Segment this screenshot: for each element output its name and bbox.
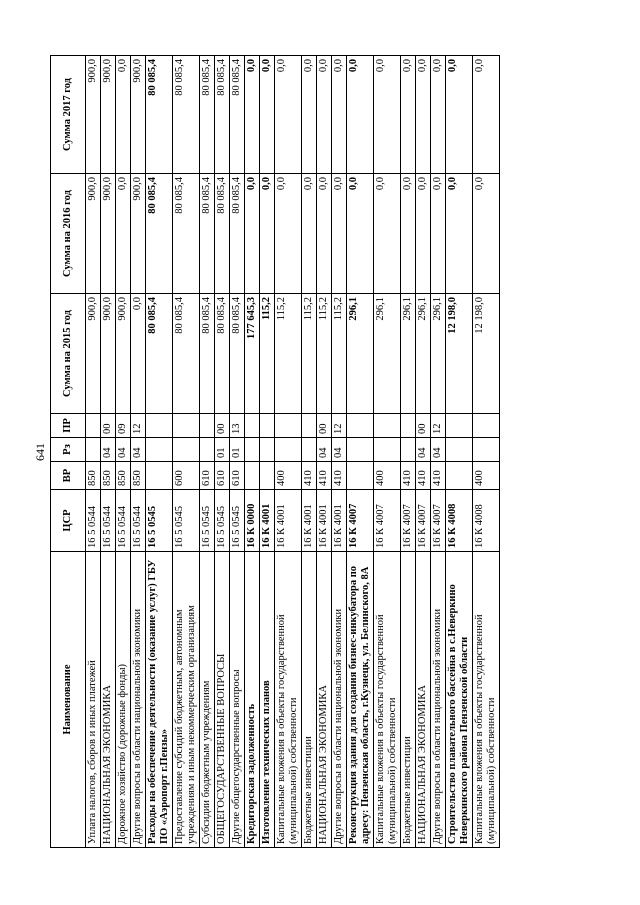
cell-rz: 04 (416, 438, 431, 462)
cell-csr: 16 5 0544 (131, 490, 146, 552)
cell-2015: 900,0 (86, 294, 101, 414)
cell-csr: 16 К 4001 (302, 490, 317, 552)
cell-pr: 00 (317, 414, 332, 438)
header-rz: Рз (51, 438, 86, 462)
cell-pr (86, 414, 101, 438)
header-2015: Сумма на 2015 год (51, 294, 86, 414)
cell-2016: 0,0 (347, 174, 374, 294)
cell-name: Дорожное хозяйство (дорожные фонды) (116, 552, 131, 848)
cell-csr: 16 К 0000 (245, 490, 260, 552)
table-row (230, 56, 245, 848)
cell-vr: 400 (275, 462, 302, 490)
cell-vr (146, 462, 173, 490)
cell-rz: 01 (215, 438, 230, 462)
cell-2016: 900,0 (101, 174, 116, 294)
cell-rz (173, 438, 200, 462)
cell-2015: 296,1 (431, 294, 446, 414)
cell-2017: 0,0 (431, 56, 446, 174)
cell-pr (200, 414, 215, 438)
cell-2017: 0,0 (446, 56, 473, 174)
cell-2015: 900,0 (101, 294, 116, 414)
cell-name: Кредиторская задолженность (245, 552, 260, 848)
cell-rz: 04 (116, 438, 131, 462)
cell-vr: 610 (230, 462, 245, 490)
cell-csr: 16 К 4001 (260, 490, 275, 552)
cell-2016: 0,0 (275, 174, 302, 294)
cell-csr: 16 5 0545 (146, 490, 173, 552)
cell-rz: 04 (131, 438, 146, 462)
cell-pr: 00 (215, 414, 230, 438)
cell-pr (146, 414, 173, 438)
cell-2016: 0,0 (302, 174, 317, 294)
header-vr: ВР (51, 462, 86, 490)
cell-2016: 80 085,4 (230, 174, 245, 294)
cell-csr: 16 5 0545 (200, 490, 215, 552)
cell-pr (446, 414, 473, 438)
cell-2015: 177 645,3 (245, 294, 260, 414)
cell-rz (275, 438, 302, 462)
cell-csr: 16 К 4008 (473, 490, 500, 552)
cell-2017: 900,0 (86, 56, 101, 174)
cell-pr (473, 414, 500, 438)
cell-2015: 80 085,4 (215, 294, 230, 414)
table-row (116, 56, 131, 848)
cell-2016: 900,0 (86, 174, 101, 294)
cell-2016: 0,0 (473, 174, 500, 294)
cell-2016: 80 085,4 (215, 174, 230, 294)
cell-2016: 0,0 (245, 174, 260, 294)
cell-name: Реконструкция здания для создания бизнес-инкубатора по адресу: Пензенская область, г.Кузнецк, ул. Белинского, 8А (347, 552, 374, 848)
cell-name: Капитальные вложения в объекты государственной (муниципальной) собственности (275, 552, 302, 848)
cell-name: Изготовление технических планов (260, 552, 275, 848)
header-pr: ПР (51, 414, 86, 438)
cell-2017: 900,0 (101, 56, 116, 174)
cell-pr (374, 414, 401, 438)
cell-2016: 80 085,4 (146, 174, 173, 294)
cell-pr (347, 414, 374, 438)
table-row (401, 56, 416, 848)
cell-rz (473, 438, 500, 462)
cell-vr: 610 (215, 462, 230, 490)
cell-2017: 0,0 (302, 56, 317, 174)
cell-csr: 16 5 0544 (101, 490, 116, 552)
cell-pr (302, 414, 317, 438)
cell-csr: 16 5 0545 (215, 490, 230, 552)
cell-2015: 80 085,4 (230, 294, 245, 414)
cell-name: Строительство плавательного бассейна в с.Неверкино Неверкинского района Пензенской области (446, 552, 473, 848)
cell-vr: 410 (332, 462, 347, 490)
header-csr: ЦСР (51, 490, 86, 552)
cell-rz: 04 (101, 438, 116, 462)
cell-rz (86, 438, 101, 462)
cell-2017: 0,0 (401, 56, 416, 174)
cell-vr: 410 (416, 462, 431, 490)
cell-2016: 0,0 (401, 174, 416, 294)
table-row (302, 56, 317, 848)
cell-2017: 0,0 (245, 56, 260, 174)
cell-vr: 410 (317, 462, 332, 490)
cell-2015: 115,2 (332, 294, 347, 414)
cell-2015: 115,2 (317, 294, 332, 414)
cell-2016: 0,0 (446, 174, 473, 294)
cell-rz: 04 (431, 438, 446, 462)
table-row (332, 56, 347, 848)
cell-2017: 80 085,4 (215, 56, 230, 174)
cell-rz: 01 (230, 438, 245, 462)
cell-2016: 900,0 (131, 174, 146, 294)
cell-rz (374, 438, 401, 462)
cell-vr: 850 (101, 462, 116, 490)
header-2017: Сумма 2017 год (51, 56, 86, 174)
table-row (431, 56, 446, 848)
cell-csr: 16 К 4001 (332, 490, 347, 552)
cell-2017: 0,0 (275, 56, 302, 174)
cell-2017: 80 085,4 (173, 56, 200, 174)
cell-rz (200, 438, 215, 462)
cell-2017: 0,0 (332, 56, 347, 174)
table-row (131, 56, 146, 848)
cell-2016: 0,0 (260, 174, 275, 294)
table-body (86, 56, 500, 848)
cell-2016: 0,0 (317, 174, 332, 294)
cell-pr (173, 414, 200, 438)
cell-pr: 00 (416, 414, 431, 438)
cell-csr: 16 5 0545 (230, 490, 245, 552)
table-row (245, 56, 260, 848)
cell-2017: 80 085,4 (146, 56, 173, 174)
cell-csr: 16 К 4001 (317, 490, 332, 552)
cell-pr: 09 (116, 414, 131, 438)
cell-csr: 16 К 4007 (431, 490, 446, 552)
cell-2017: 80 085,4 (200, 56, 215, 174)
cell-2016: 0,0 (416, 174, 431, 294)
cell-2017: 0,0 (416, 56, 431, 174)
cell-pr (260, 414, 275, 438)
table-header-row (51, 56, 86, 848)
table-row (86, 56, 101, 848)
cell-name: ОБЩЕГОСУДАРСТВЕННЫЕ ВОПРОСЫ (215, 552, 230, 848)
cell-name: НАЦИОНАЛЬНАЯ ЭКОНОМИКА (317, 552, 332, 848)
table-row (173, 56, 200, 848)
cell-2017: 0,0 (374, 56, 401, 174)
cell-name: Другие вопросы в области национальной экономики (332, 552, 347, 848)
table-row (200, 56, 215, 848)
cell-vr (446, 462, 473, 490)
table-row (473, 56, 500, 848)
cell-pr: 12 (332, 414, 347, 438)
table-row (260, 56, 275, 848)
cell-vr: 600 (173, 462, 200, 490)
cell-name: Другие вопросы в области национальной экономики (131, 552, 146, 848)
cell-rz: 04 (332, 438, 347, 462)
cell-csr: 16 К 4008 (446, 490, 473, 552)
cell-2015: 296,1 (401, 294, 416, 414)
cell-2017: 0,0 (116, 56, 131, 174)
cell-2015: 115,2 (275, 294, 302, 414)
cell-csr: 16 К 4001 (275, 490, 302, 552)
cell-rz (302, 438, 317, 462)
header-2016: Сумма на 2016 год (51, 174, 86, 294)
cell-2017: 0,0 (473, 56, 500, 174)
cell-vr (260, 462, 275, 490)
cell-name: Расходы на обеспечение деятельности (оказание услуг) ГБУ ПО «Аэропорт г.Пензы» (146, 552, 173, 848)
table-row (317, 56, 332, 848)
cell-pr: 13 (230, 414, 245, 438)
rotated-page (50, 56, 590, 848)
cell-2017: 0,0 (347, 56, 374, 174)
cell-csr: 16 К 4007 (416, 490, 431, 552)
cell-vr: 850 (131, 462, 146, 490)
cell-name: Другие общегосударственные вопросы (230, 552, 245, 848)
cell-2016: 0,0 (431, 174, 446, 294)
cell-2016: 0,0 (332, 174, 347, 294)
header-name: Наименование (51, 552, 86, 848)
cell-rz (401, 438, 416, 462)
cell-vr: 850 (116, 462, 131, 490)
cell-2015: 12 198,0 (473, 294, 500, 414)
cell-pr: 00 (101, 414, 116, 438)
cell-pr: 12 (131, 414, 146, 438)
cell-vr: 400 (374, 462, 401, 490)
cell-vr: 400 (473, 462, 500, 490)
cell-2015: 80 085,4 (146, 294, 173, 414)
cell-csr: 16 5 0544 (116, 490, 131, 552)
cell-2015: 115,2 (260, 294, 275, 414)
page-number: 641 (33, 443, 47, 461)
cell-2016: 80 085,4 (173, 174, 200, 294)
cell-2015: 900,0 (116, 294, 131, 414)
table-row (146, 56, 173, 848)
table-row (347, 56, 374, 848)
cell-2015: 296,1 (416, 294, 431, 414)
cell-vr (245, 462, 260, 490)
cell-2015: 115,2 (302, 294, 317, 414)
cell-2015: 80 085,4 (173, 294, 200, 414)
cell-2015: 0,0 (131, 294, 146, 414)
cell-rz (146, 438, 173, 462)
cell-name: Бюджетные инвестиции (401, 552, 416, 848)
cell-csr: 16 5 0545 (173, 490, 200, 552)
cell-csr: 16 5 0544 (86, 490, 101, 552)
cell-vr: 410 (431, 462, 446, 490)
cell-pr (401, 414, 416, 438)
cell-rz (446, 438, 473, 462)
cell-vr: 610 (200, 462, 215, 490)
cell-2017: 900,0 (131, 56, 146, 174)
cell-rz (260, 438, 275, 462)
table-row (275, 56, 302, 848)
cell-pr: 12 (431, 414, 446, 438)
cell-name: Другие вопросы в области национальной экономики (431, 552, 446, 848)
cell-2017: 0,0 (260, 56, 275, 174)
cell-vr: 410 (401, 462, 416, 490)
table-row (101, 56, 116, 848)
cell-pr (275, 414, 302, 438)
cell-rz (245, 438, 260, 462)
cell-2015: 12 198,0 (446, 294, 473, 414)
table-row (374, 56, 401, 848)
cell-name: Бюджетные инвестиции (302, 552, 317, 848)
table-row (416, 56, 431, 848)
budget-table (50, 55, 500, 848)
cell-2017: 0,0 (317, 56, 332, 174)
cell-2015: 296,1 (374, 294, 401, 414)
cell-name: Предоставление субсидий бюджетным, автономным учреждениям и иным некоммерческим организациям (173, 552, 200, 848)
cell-name: НАЦИОНАЛЬНАЯ ЭКОНОМИКА (416, 552, 431, 848)
cell-2017: 80 085,4 (230, 56, 245, 174)
cell-2016: 80 085,4 (200, 174, 215, 294)
cell-csr: 16 К 4007 (347, 490, 374, 552)
cell-csr: 16 К 4007 (374, 490, 401, 552)
cell-name: НАЦИОНАЛЬНАЯ ЭКОНОМИКА (101, 552, 116, 848)
cell-name: Капитальные вложения в объекты государственной (муниципальной) собственности (473, 552, 500, 848)
cell-rz: 04 (317, 438, 332, 462)
cell-csr: 16 К 4007 (401, 490, 416, 552)
cell-pr (245, 414, 260, 438)
cell-rz (347, 438, 374, 462)
cell-name: Капитальные вложения в объекты государственной (муниципальной) собственности (374, 552, 401, 848)
cell-2016: 0,0 (374, 174, 401, 294)
table-row (446, 56, 473, 848)
table-row (215, 56, 230, 848)
cell-2016: 0,0 (116, 174, 131, 294)
cell-2015: 296,1 (347, 294, 374, 414)
cell-2015: 80 085,4 (200, 294, 215, 414)
cell-vr (347, 462, 374, 490)
cell-vr: 850 (86, 462, 101, 490)
cell-name: Субсидии бюджетным учреждениям (200, 552, 215, 848)
cell-vr: 410 (302, 462, 317, 490)
cell-name: Уплата налогов, сборов и иных платежей (86, 552, 101, 848)
